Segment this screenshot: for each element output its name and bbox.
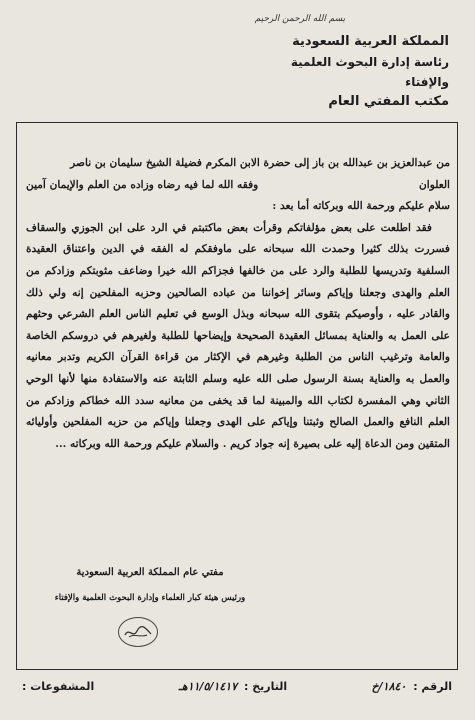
signature-scribble-icon <box>123 623 153 641</box>
basmala: بسم الله الرحمن الرحيم <box>254 14 346 24</box>
footer-reference <box>22 680 452 693</box>
signature-title-mufti: مفتي عام المملكة العربية السعودية <box>76 567 224 578</box>
signature-title-president: ورئيس هيئة كبار العلماء وإدارة البحوث العلمية والإفتاء <box>54 593 246 603</box>
greeting: سلام عليكم ورحمة الله وبركاته أما بعد : <box>272 200 450 213</box>
reference-date-label: التاريخ : <box>243 680 288 693</box>
attachments <box>22 680 94 693</box>
reference-date <box>179 680 287 693</box>
letter-body <box>26 153 450 455</box>
reference-date-value: ١١/٥/١٤١٧هـ <box>178 680 238 693</box>
attachments-label: المشفوعات : <box>22 680 95 693</box>
signature-seal-icon <box>118 617 158 647</box>
reference-number-value: ١٨٤٠/خ <box>371 680 407 693</box>
addressee-from: من عبدالعزيز بن عبدالله بن باز إلى حضرة الابن المكرم فضيلة الشيخ سليمان بن ناصر <box>70 157 450 169</box>
reference-number <box>372 680 452 693</box>
letter-paragraph: فقد اطلعت على بعض مؤلفاتكم وقرأت بعض ماكتبتم في الرد على ابن الجوزي والسقاف فسررت بذلك كثيرا وحمدت الله سبحانه على ماوفقكم له الفقه في الدين واعتناق العقيدة السلفية وتدريسها للطلبة والرد على من خالفها فجزاكم الله خيرا وضاعف مثوبتكم وزادكم من العلم والهدى وجعلنا وإياكم وسائر إخواننا من عباده الصالحين وحزبه المفلحين إنه ولي ذلك والقادر عليه ، وأوصيكم بتقوى الله سبحانه وبذل الوسع في تعليم الناس العلم الشرعي وحثهم على العمل به والعناية بمسائل العقيدة الصحيحة وإيضاحها للطلبة ولغيرهم في دروسكم الخاصة والعامة وترغيب الناس من الطلبة وغيرهم في الإكثار من قراءة القرآن الكريم وتدبر معانيه والعمل به والعناية بسنة الرسول صلى الله عليه وسلم الثابتة عنه والاستفادة منها لأنها الوحي الثاني وهي المفسرة لكتاب الله والمبينة لما قد يخفى من معانيه سدد الله خطاكم وزادكم من العلم النافع والعمل الصالح وثبتنا وإياكم على الهدى وجعلنا وإياكم من حزبه المفلحين وأوليائه المتقين ومن الدعاة إليه على بصيرة إنه جواد كريم . والسلام عليكم ورحمة الله وبركاته ... <box>26 221 450 450</box>
reference-number-label: الرقم : <box>413 680 452 693</box>
signature-block <box>40 562 260 608</box>
letterhead-country: المملكة العربية السعودية <box>292 34 449 49</box>
addressee-line <box>26 175 450 197</box>
letterhead <box>249 32 449 112</box>
addressee-name: العلوان <box>419 178 450 191</box>
letterhead-presidency: رئاسة إدارة البحوث العلمية والإفتاء <box>290 55 449 89</box>
letterhead-office: مكتب المفتي العام <box>328 94 449 109</box>
addressee-prayer: وفقه الله لما فيه رضاه وزاده من العلم والإيمان آمين <box>26 178 259 191</box>
